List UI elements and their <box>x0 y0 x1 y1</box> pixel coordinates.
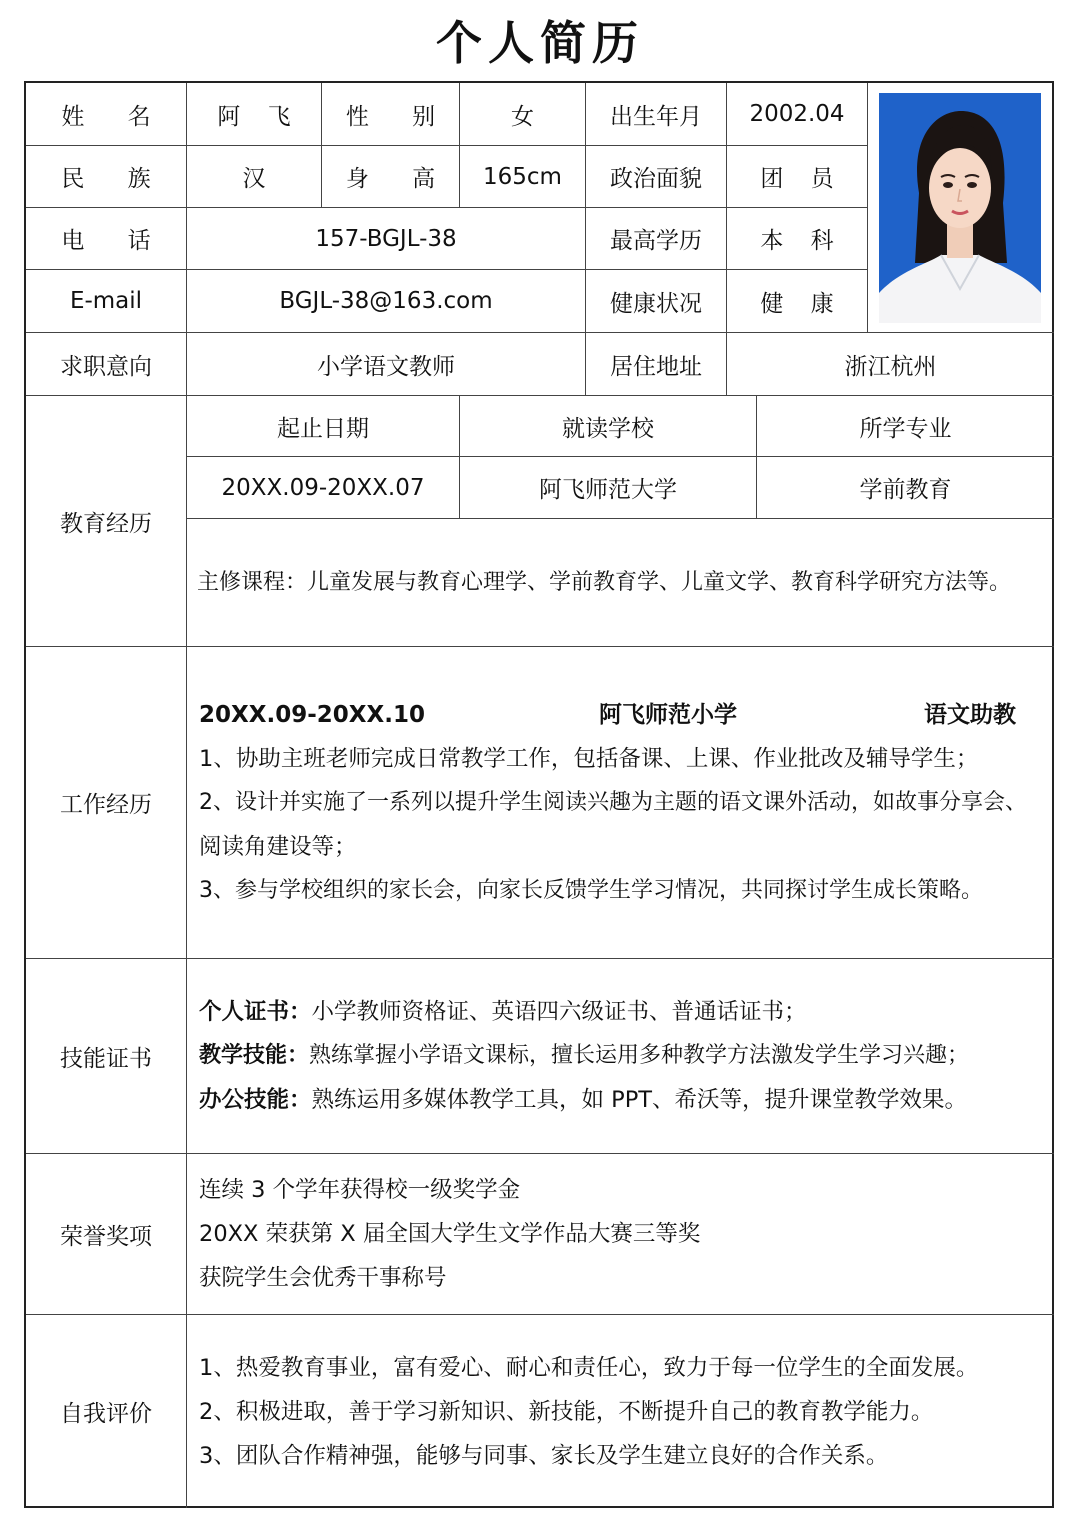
gender-label: 性 别 <box>322 83 460 146</box>
birth-value: 2002.04 <box>727 83 868 146</box>
health-value: 健 康 <box>727 270 868 333</box>
education-label: 教育经历 <box>26 396 187 647</box>
edu-major: 学前教育 <box>757 457 1054 519</box>
skill-value: 熟练掌握小学语文课标，擅长运用多种教学方法激发学生学习兴趣； <box>309 1043 970 1068</box>
resume-table <box>24 81 1054 1508</box>
honors-label: 荣誉奖项 <box>26 1154 187 1315</box>
name-value: 阿 飞 <box>187 83 322 146</box>
birth-label: 出生年月 <box>586 83 727 146</box>
ethnic-label: 民 族 <box>26 146 187 208</box>
self-eval-line: 3、团队合作精神强，能够与同事、家长及学生建立良好的合作关系。 <box>199 1442 889 1469</box>
work-content <box>187 647 1054 959</box>
intent-value: 小学语文教师 <box>187 333 586 396</box>
edu-header-dates: 起止日期 <box>187 396 460 457</box>
politics-label: 政治面貌 <box>586 146 727 208</box>
edu-school: 阿飞师范大学 <box>460 457 757 519</box>
work-label: 工作经历 <box>26 647 187 959</box>
honor-line: 20XX 荣获第 X 届全国大学生文学作品大赛三等奖 <box>199 1221 701 1247</box>
skill-key: 教学技能： <box>199 1043 310 1068</box>
politics-value: 团 员 <box>727 146 868 208</box>
phone-value: 157-BGJL-38 <box>187 208 586 270</box>
intent-label: 求职意向 <box>26 333 187 396</box>
ethnic-value: 汉 <box>187 146 322 208</box>
portrait-illustration <box>879 93 1041 323</box>
work-line-1: 1、协助主班老师完成日常教学工作，包括备课、上课、作业批改及辅导学生； <box>199 745 979 772</box>
edu-header-major: 所学专业 <box>757 396 1054 457</box>
work-line-4: 3、参与学校组织的家长会，向家长反馈学生学习情况，共同探讨学生成长策略。 <box>199 877 983 903</box>
height-value: 165cm <box>460 146 586 208</box>
skill-item <box>199 1034 1044 1078</box>
work-header <box>199 693 1044 737</box>
height-label: 身 高 <box>322 146 460 208</box>
email-value: BGJL-38@163.com <box>187 270 586 333</box>
self-eval-label: 自我评价 <box>26 1315 187 1508</box>
skill-item <box>199 1078 1044 1122</box>
work-role: 语文助教 <box>924 701 1016 728</box>
gender-value: 女 <box>460 83 586 146</box>
skill-value: 熟练运用多媒体教学工具，如 PPT、希沃等，提升课堂教学效果。 <box>311 1087 968 1113</box>
skills-label: 技能证书 <box>26 959 187 1154</box>
work-line-3: 阅读角建设等； <box>199 833 357 860</box>
address-value: 浙江杭州 <box>727 333 1054 396</box>
profile-photo <box>879 93 1041 323</box>
health-label: 健康状况 <box>586 270 727 333</box>
honors-content <box>187 1154 1054 1315</box>
edu-courses <box>187 519 1054 647</box>
degree-value: 本 科 <box>727 208 868 270</box>
page-title: 个人简历 <box>436 16 644 70</box>
honor-line: 获院学生会优秀干事称号 <box>199 1265 447 1291</box>
skill-item <box>199 990 1044 1034</box>
honor-line: 连续 3 个学年获得校一级奖学金 <box>199 1177 521 1203</box>
self-eval-content <box>187 1315 1054 1508</box>
edu-dates: 20XX.09-20XX.07 <box>187 457 460 519</box>
work-line-2: 2、设计并实施了一系列以提升学生阅读兴趣为主题的语文课外活动，如故事分享会、 <box>199 789 1027 815</box>
work-period: 20XX.09-20XX.10 <box>199 701 425 728</box>
name-label: 姓 名 <box>26 83 187 146</box>
address-label: 居住地址 <box>586 333 727 396</box>
degree-label: 最高学历 <box>586 208 727 270</box>
skill-value: 小学教师资格证、英语四六级证书、普通话证书； <box>311 999 807 1025</box>
skill-key: 办公技能： <box>199 1087 312 1113</box>
edu-header-school: 就读学校 <box>460 396 757 457</box>
phone-label: 电 话 <box>26 208 187 270</box>
skill-key: 个人证书： <box>199 999 312 1025</box>
self-eval-line: 2、积极进取，善于学习新知识、新技能，不断提升自己的教育教学能力。 <box>199 1398 934 1425</box>
work-org: 阿飞师范小学 <box>599 701 737 728</box>
skills-content <box>187 959 1054 1154</box>
courses-text: 主修课程：儿童发展与教育心理学、学前教育学、儿童文学、教育科学研究方法等。 <box>197 569 1012 595</box>
email-label: E-mail <box>26 270 187 333</box>
self-eval-line: 1、热爱教育事业，富有爱心、耐心和责任心，致力于每一位学生的全面发展。 <box>199 1354 979 1381</box>
